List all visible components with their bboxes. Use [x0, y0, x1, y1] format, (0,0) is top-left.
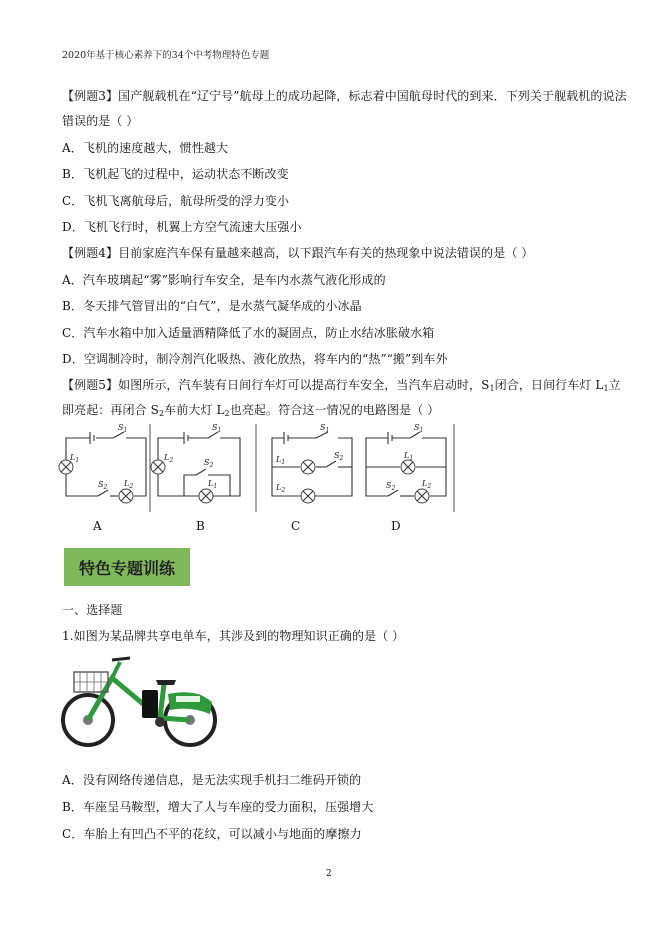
svg-text:S1: $S_1$	[320, 423, 330, 434]
section-badge: 特色专题训练	[64, 548, 190, 586]
circuit-a	[59, 423, 146, 503]
label-s1-a: $S_1$	[118, 423, 128, 434]
ex4-option-b: B．冬天排气管冒出的“白气”，是水蒸气凝华成的小冰晶	[62, 299, 362, 313]
svg-text:S2: $S_2$	[386, 481, 396, 492]
q1-option-b: B．车座呈马鞍型，增大了人与车座的受力面积，压强增大	[62, 800, 374, 814]
label-l1-a: $L_1$	[70, 453, 80, 464]
q1-option-c: C．车胎上有凹凸不平的花纹，可以减小与地面的摩擦力	[62, 827, 362, 841]
svg-text:L2: $L_2$	[164, 453, 174, 464]
ex4-option-c: C．汽车水箱中加入适量酒精降低了水的凝固点，防止水结冰胀破水箱	[62, 326, 435, 340]
section-title: 一、选择题	[62, 603, 123, 617]
ex4-option-d: D．空调制冷时，制冷剂汽化吸热、液化放热，将车内的“热”“搬”到车外	[62, 352, 448, 366]
ex3-option-d: D．飞机飞行时，机翼上方空气流速大压强小	[62, 220, 302, 234]
ex3-option-a: A．飞机的速度越大，惯性越大	[62, 141, 229, 155]
q1-stem: 1.如图为某品牌共享电单车，其涉及到的物理知识正确的是（ ）	[62, 629, 405, 643]
page-header: 2020年基于核心素养下的34个中考物理特色专题	[62, 50, 270, 61]
bike-icon	[63, 658, 215, 745]
ex5-stem-line1: 【例题5】如图所示，汽车装有日间行车灯可以提高行车安全，当汽车启动时，$S_1$闭合，日间行车灯 $L_1$立	[62, 378, 621, 393]
label-l2-a: $L_2$	[124, 479, 134, 490]
svg-text:S1: $S_1$	[212, 423, 222, 434]
svg-text:L2: $L_2$	[276, 483, 286, 494]
page-number: 2	[326, 869, 332, 879]
ex3-option-c: C．飞机飞离航母后，航母所受的浮力变小	[62, 194, 290, 208]
ex5-stem-line2: 即亮起：再闭合 $S_2$车前大灯 $L_2$也亮起。符合这一情况的电路图是（ ）	[62, 403, 440, 418]
circuit-d	[366, 423, 446, 503]
circuit-label-b: B	[196, 519, 205, 533]
svg-text:S2: $S_2$	[334, 451, 344, 462]
ex3-stem-line1: 【例题3】国产舰载机在“辽宁号”航母上的成功起降，标志着中国航母时代的到来．下列关于舰载机的说法	[62, 89, 627, 103]
svg-text:L1: $L_1$	[276, 455, 286, 466]
circuit-diagrams	[58, 420, 458, 515]
svg-text:L1: $L_1$	[404, 451, 414, 462]
circuit-c	[272, 423, 352, 503]
ex3-option-b: B．飞机起飞的过程中，运动状态不断改变	[62, 167, 289, 181]
circuit-label-a: A	[93, 519, 102, 533]
svg-text:L1: $L_1$	[208, 479, 218, 490]
svg-text:S2: $S_2$	[204, 458, 214, 469]
svg-text:L2: $L_2$	[422, 479, 432, 490]
label-s2-a: $S_2$	[98, 480, 108, 491]
ex4-stem: 【例题4】目前家庭汽车保有量越来越高，以下跟汽车有关的热现象中说法错误的是（ ）	[62, 246, 534, 260]
svg-text:S1: $S_1$	[414, 423, 424, 434]
ex4-option-a: A．汽车玻璃起“雾”影响行车安全，是车内水蒸气液化形成的	[62, 273, 386, 287]
ex3-stem-line2: 错误的是（ ）	[62, 114, 139, 128]
circuit-label-d: D	[391, 519, 401, 533]
shared-ebike-image	[60, 650, 220, 752]
q1-option-a: A．没有网络传递信息，是无法实现手机扫二维码开锁的	[62, 773, 362, 787]
circuit-b	[151, 423, 240, 503]
circuit-label-c: C	[291, 519, 301, 533]
